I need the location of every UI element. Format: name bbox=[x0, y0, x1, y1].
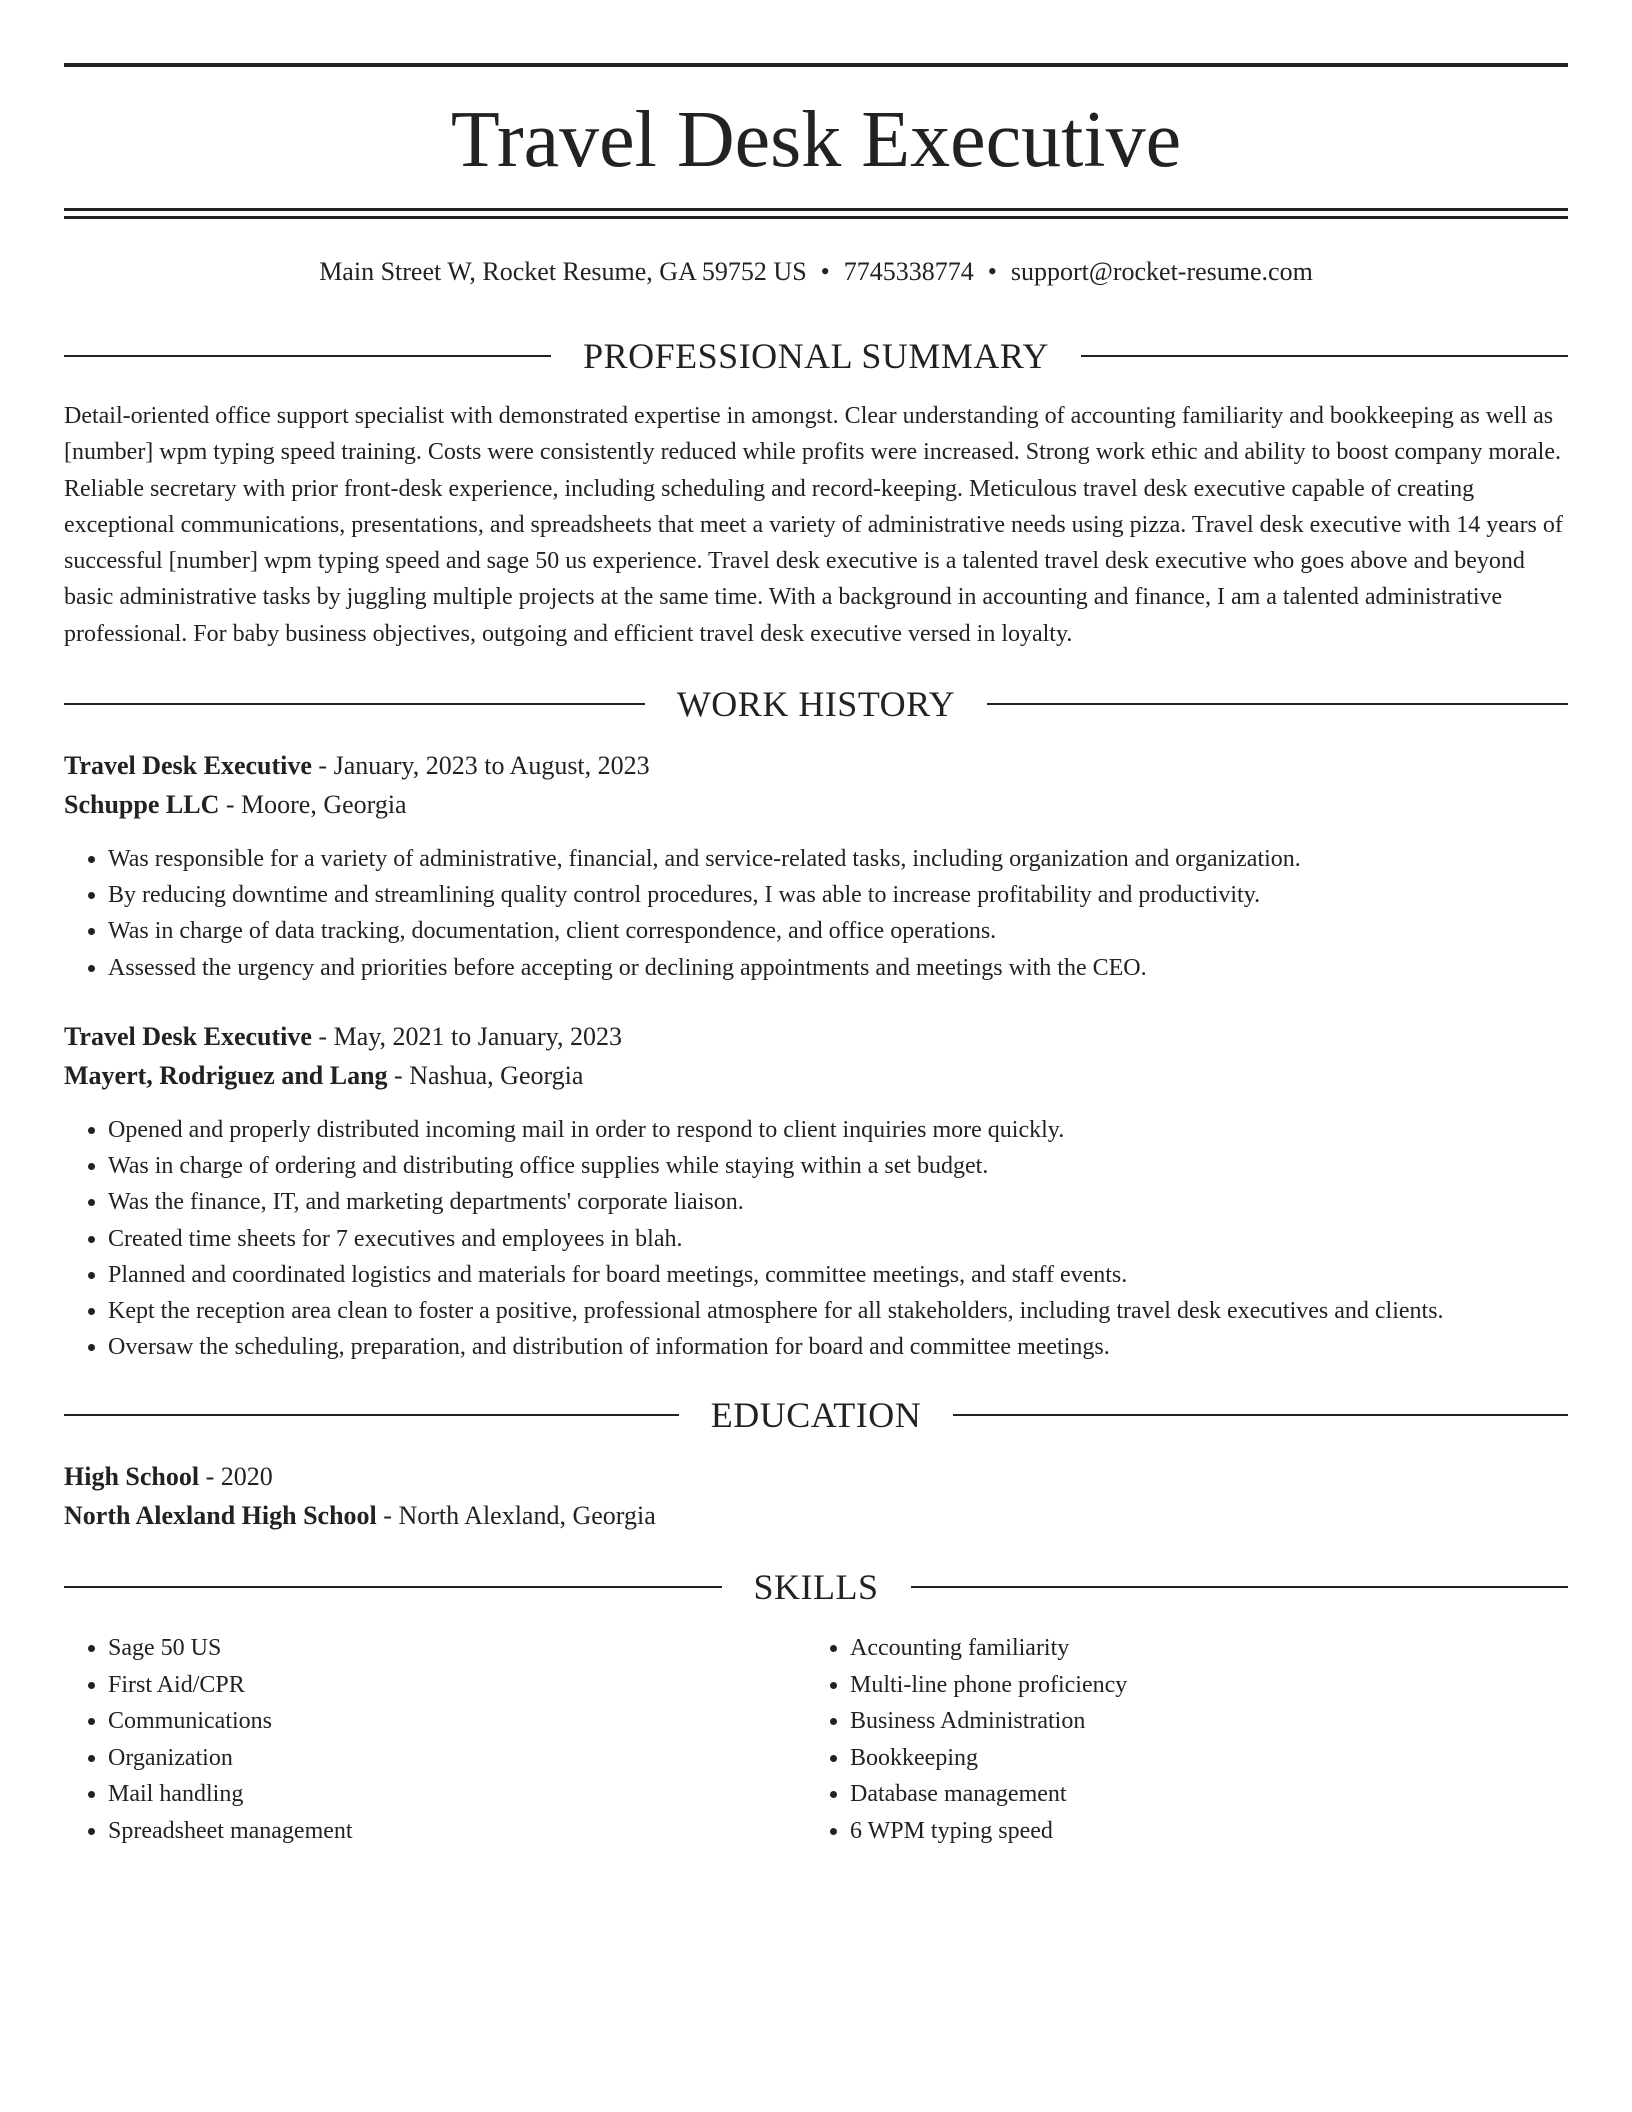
job-location: - Moore, Georgia bbox=[219, 790, 407, 819]
job-company-line bbox=[64, 1059, 1568, 1093]
list-item: • Assessed the urgency and priorities before accepting or declining appointments and meetings with the CEO. bbox=[108, 950, 1612, 986]
contact-line bbox=[64, 255, 1568, 289]
contact-email: support@rocket-resume.com bbox=[1010, 257, 1313, 286]
heading-rule-left bbox=[64, 1414, 679, 1416]
header-double-rule-upper bbox=[64, 208, 1568, 211]
contact-separator: • bbox=[820, 257, 830, 286]
heading-rule-left bbox=[64, 355, 551, 357]
job-title: Travel Desk Executive bbox=[64, 1022, 312, 1051]
section-title: WORK HISTORY bbox=[676, 684, 956, 724]
skill-item: • Organization bbox=[108, 1740, 808, 1777]
resume-title: Travel Desk Executive bbox=[450, 96, 1182, 184]
skill-item: • Business Administration bbox=[850, 1703, 1550, 1740]
list-item: • Created time sheets for 7 executives and employees in blah. bbox=[108, 1221, 1612, 1257]
education-year: - 2020 bbox=[199, 1462, 273, 1491]
skills-list-left bbox=[64, 1630, 808, 1850]
list-item: • Was the finance, IT, and marketing departments' corporate liaison. bbox=[108, 1184, 1612, 1220]
job-title-line bbox=[64, 1020, 1568, 1054]
heading-rule-right bbox=[1081, 355, 1568, 357]
skill-item: • Accounting familiarity bbox=[850, 1630, 1550, 1667]
job-company: Schuppe LLC bbox=[64, 790, 220, 819]
skill-item: • Communications bbox=[108, 1703, 808, 1740]
header-top-rule bbox=[64, 63, 1568, 67]
list-item: • Was in charge of ordering and distributing office supplies while staying within a set budget. bbox=[108, 1148, 1612, 1184]
heading-rule-right bbox=[987, 703, 1568, 705]
job-title-line bbox=[64, 749, 1568, 783]
skill-item: • Sage 50 US bbox=[108, 1630, 808, 1667]
education-degree: High School bbox=[64, 1462, 200, 1491]
skill-item: • Multi-line phone proficiency bbox=[850, 1667, 1550, 1704]
list-item: • By reducing downtime and streamlining quality control procedures, I was able to increase profitability and productivity. bbox=[108, 877, 1612, 913]
job-title: Travel Desk Executive bbox=[64, 751, 312, 780]
section-title: EDUCATION bbox=[710, 1395, 922, 1435]
section-heading-skills bbox=[64, 1565, 1568, 1609]
education-school-line bbox=[64, 1499, 1568, 1533]
skill-item: • Mail handling bbox=[108, 1776, 808, 1813]
section-heading-education bbox=[64, 1393, 1568, 1437]
job-bullets bbox=[64, 841, 1612, 986]
summary-paragraph: Detail-oriented office support specialist with demonstrated expertise in amongst. Clear understanding of accounting familiarity and bookkeeping as well as [number] wpm typing speed training. Costs were consistently reduced while profits were increased. Strong work ethic and ability to boost company morale. Reliable secretary with prior front-desk experience, including scheduling and record-keeping. Meticulous travel desk executive capable of creating exceptional communications, presentations, and spreadsheets that meet a variety of administrative needs using pizza. Travel desk executive with 14 years of successful [number] wpm typing speed and sage 50 us experience. Travel desk executive is a talented travel desk executive who goes above and beyond basic administrative tasks by juggling multiple projects at the same time. With a background in accounting and finance, I am a talented administrative professional. For baby business objectives, outgoing and efficient travel desk executive versed in loyalty. bbox=[64, 403, 1563, 647]
education-location: - North Alexland, Georgia bbox=[376, 1501, 656, 1530]
job-bullets bbox=[64, 1112, 1612, 1365]
job-dates: - January, 2023 to August, 2023 bbox=[311, 751, 650, 780]
education-degree-line bbox=[64, 1460, 1568, 1494]
contact-separator: • bbox=[987, 257, 997, 286]
job-company: Mayert, Rodriguez and Lang bbox=[64, 1061, 388, 1090]
list-item: • Opened and properly distributed incoming mail in order to respond to client inquiries more quickly. bbox=[108, 1112, 1612, 1148]
skill-item: • 6 WPM typing speed bbox=[850, 1813, 1550, 1850]
skill-item: • Spreadsheet management bbox=[108, 1813, 808, 1850]
list-item: • Was responsible for a variety of administrative, financial, and service-related tasks, including organization and organization. bbox=[108, 841, 1612, 877]
heading-rule-left bbox=[64, 703, 645, 705]
job-company-line bbox=[64, 788, 1568, 822]
job-dates: - May, 2021 to January, 2023 bbox=[311, 1022, 622, 1051]
section-title: PROFESSIONAL SUMMARY bbox=[583, 336, 1049, 376]
section-title: SKILLS bbox=[753, 1567, 879, 1607]
heading-rule-right bbox=[953, 1414, 1568, 1416]
heading-rule-right bbox=[911, 1586, 1569, 1588]
list-item: • Was in charge of data tracking, documentation, client correspondence, and office operations. bbox=[108, 913, 1612, 949]
heading-rule-left bbox=[64, 1586, 722, 1588]
skills-list-right bbox=[806, 1630, 1550, 1850]
contact-phone: 7745338774 bbox=[843, 257, 974, 286]
skill-item: • First Aid/CPR bbox=[108, 1667, 808, 1704]
list-item: • Kept the reception area clean to foster a positive, professional atmosphere for all stakeholders, including travel desk executives and clients. bbox=[108, 1293, 1612, 1329]
education-school: North Alexland High School bbox=[64, 1501, 377, 1530]
list-item: • Planned and coordinated logistics and materials for board meetings, committee meetings, and staff events. bbox=[108, 1257, 1612, 1293]
header-double-rule-lower bbox=[64, 216, 1568, 219]
list-item: • Oversaw the scheduling, preparation, and distribution of information for board and committee meetings. bbox=[108, 1329, 1612, 1365]
skill-item: • Database management bbox=[850, 1776, 1550, 1813]
section-heading-work-history bbox=[64, 682, 1568, 726]
section-heading-summary bbox=[64, 334, 1568, 378]
contact-address: Main Street W, Rocket Resume, GA 59752 US bbox=[319, 257, 807, 286]
skill-item: • Bookkeeping bbox=[850, 1740, 1550, 1777]
job-location: - Nashua, Georgia bbox=[387, 1061, 584, 1090]
